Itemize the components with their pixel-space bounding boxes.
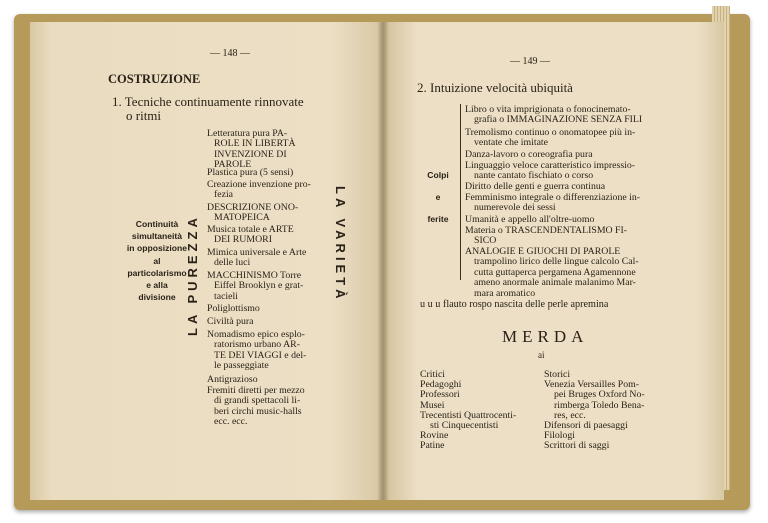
side-note-line: divisione <box>138 292 176 303</box>
col-right-item: Storici <box>544 369 571 380</box>
left-item-line: beri circhi music-halls <box>214 405 302 417</box>
col-left-item: sti Cinquecentisti <box>430 420 499 431</box>
uuu-line: u u u flauto rospo nascita delle perle apremina <box>420 299 609 310</box>
left-item-line: MACCHINISMO Torre <box>207 270 302 281</box>
left-item-line: ecc. ecc. <box>214 415 248 427</box>
right-item-line: cutta guttaperca pergamena Agamennone <box>474 266 636 278</box>
col-right-item: Difensori di paesaggi <box>544 420 628 431</box>
left-item-line: Civiltà pura <box>207 316 254 327</box>
left-item-line: Fremiti diretti per mezzo <box>207 385 305 396</box>
left-item-line: Nomadismo epico esplo- <box>207 329 305 340</box>
brace <box>460 104 461 280</box>
left-item-line: ROLE IN LIBERTÀ <box>214 138 296 150</box>
right-item-line: ANALOGIE E GIUOCHI DI PAROLE <box>465 246 621 257</box>
section-title-1a: 1. Tecniche continuamente rinnovate <box>112 94 304 109</box>
merda-title: MERDA <box>502 327 589 346</box>
side-note-line: e alla <box>146 280 168 291</box>
col-right-item: Scrittori di saggi <box>544 440 610 452</box>
right-item-line: numerevole dei sessi <box>474 202 556 214</box>
left-item-line: Letteratura pura PA- <box>207 128 288 139</box>
right-item-line: Tremolismo continuo o onomatopee più in- <box>465 127 636 138</box>
col-right-item: rimberga Toledo Bena- <box>554 399 645 411</box>
heading-costruzione: COSTRUZIONE <box>108 72 201 86</box>
left-item-line: Creazione invenzione pro- <box>207 179 311 190</box>
left-item-line: PAROLE <box>214 158 252 170</box>
side-note-line: particolarismo <box>127 267 187 278</box>
page-number-left: — 148 — <box>210 48 250 59</box>
left-item-line: Plastica pura (5 sensi) <box>207 167 294 178</box>
col-right-item: Venezia Versailles Pom- <box>544 379 640 391</box>
merda-sub: ai <box>538 350 545 360</box>
left-item-line: DEI RUMORI <box>214 234 272 246</box>
side-note-line: al <box>153 255 161 266</box>
right-item-line: trampolino lirico delle lingue calcolo Cal- <box>474 256 639 268</box>
vertical-la-purezza: LA PUREZZA <box>185 214 200 336</box>
right-item-line: Femminismo integrale o differenziazione in- <box>465 192 641 203</box>
right-item-line: SICO <box>474 235 497 247</box>
left-item-line: Antigrazioso <box>207 374 258 385</box>
left-item-line: TE DEI VIAGGI e del- <box>214 349 307 361</box>
col-left-item: Trecentisti Quattrocenti- <box>420 409 517 421</box>
left-item-line: tacieli <box>214 290 238 302</box>
vertical-la-varieta: LA VARIETÀ <box>333 186 348 303</box>
left-item-line: fezia <box>214 189 234 201</box>
col-left-item: Patine <box>420 440 445 452</box>
side-note-line: in opposizione <box>126 243 188 254</box>
left-item-line: Mimica universale e Arte <box>207 247 307 258</box>
right-item-line: mara aromatico <box>474 287 536 299</box>
left-item-line: delle luci <box>214 257 251 269</box>
page-number-right: — 149 — <box>510 56 550 67</box>
section-title-2: 2. Intuizione velocità ubiquità <box>417 80 573 95</box>
left-item-line: INVENZIONE DI <box>214 148 287 160</box>
col-left-item: Rovine <box>420 430 449 442</box>
section-title-1b: o ritmi <box>126 108 162 123</box>
col-right-item: res, ecc. <box>554 409 586 421</box>
spine-fold <box>377 22 389 500</box>
left-item-line: ratorismo urbano AR- <box>214 339 300 351</box>
right-item-line: Linguaggio veloce caratteristico impressio- <box>465 160 636 171</box>
right-item-line: Libro o vita imprigionata o fonocinemato- <box>465 104 631 115</box>
left-item-line: DESCRIZIONE ONO- <box>207 202 299 213</box>
right-item-line: ameno anormale animale malanimo Mar- <box>474 277 636 289</box>
right-item-line: Danza-lavoro o coreografia pura <box>465 149 593 160</box>
col-left-item: Critici <box>420 369 446 380</box>
col-right-item: Filologi <box>544 430 576 442</box>
left-item-line: Musica totale e ARTE <box>207 224 294 235</box>
side-note-line: simultaneità <box>131 231 183 242</box>
side-label-e: e <box>435 192 441 202</box>
right-item-line: Materia o TRASCENDENTALISMO FI- <box>465 225 628 236</box>
right-item-line: ventate che imitate <box>474 137 548 149</box>
left-item-line: MATOPEICA <box>214 212 270 224</box>
right-item-line: grafia o IMMAGINAZIONE SENZA FILI <box>474 114 643 126</box>
col-left-item: Musei <box>420 399 445 411</box>
right-item-line: nante cantato fischiato o corso <box>474 170 594 182</box>
side-note-line: Continuità <box>135 219 179 229</box>
right-item-line: Diritto delle genti e guerra continua <box>465 181 606 192</box>
side-label-ferite: ferite <box>427 214 449 224</box>
left-item-line: Eiffel Brooklyn e grat- <box>214 280 304 292</box>
left-item-line: le passeggiate <box>214 359 269 371</box>
col-left-item: Professori <box>420 389 460 401</box>
col-right-item: pei Bruges Oxford No- <box>554 389 645 401</box>
right-item-line: Umanità e appello all'oltre-uomo <box>465 214 595 225</box>
col-left-item: Pedagoghi <box>420 379 462 391</box>
left-item-line: Poliglottismo <box>207 303 260 314</box>
left-item-line: di grandi spettacoli li- <box>214 395 301 407</box>
side-label-colpi: Colpi <box>427 170 449 180</box>
